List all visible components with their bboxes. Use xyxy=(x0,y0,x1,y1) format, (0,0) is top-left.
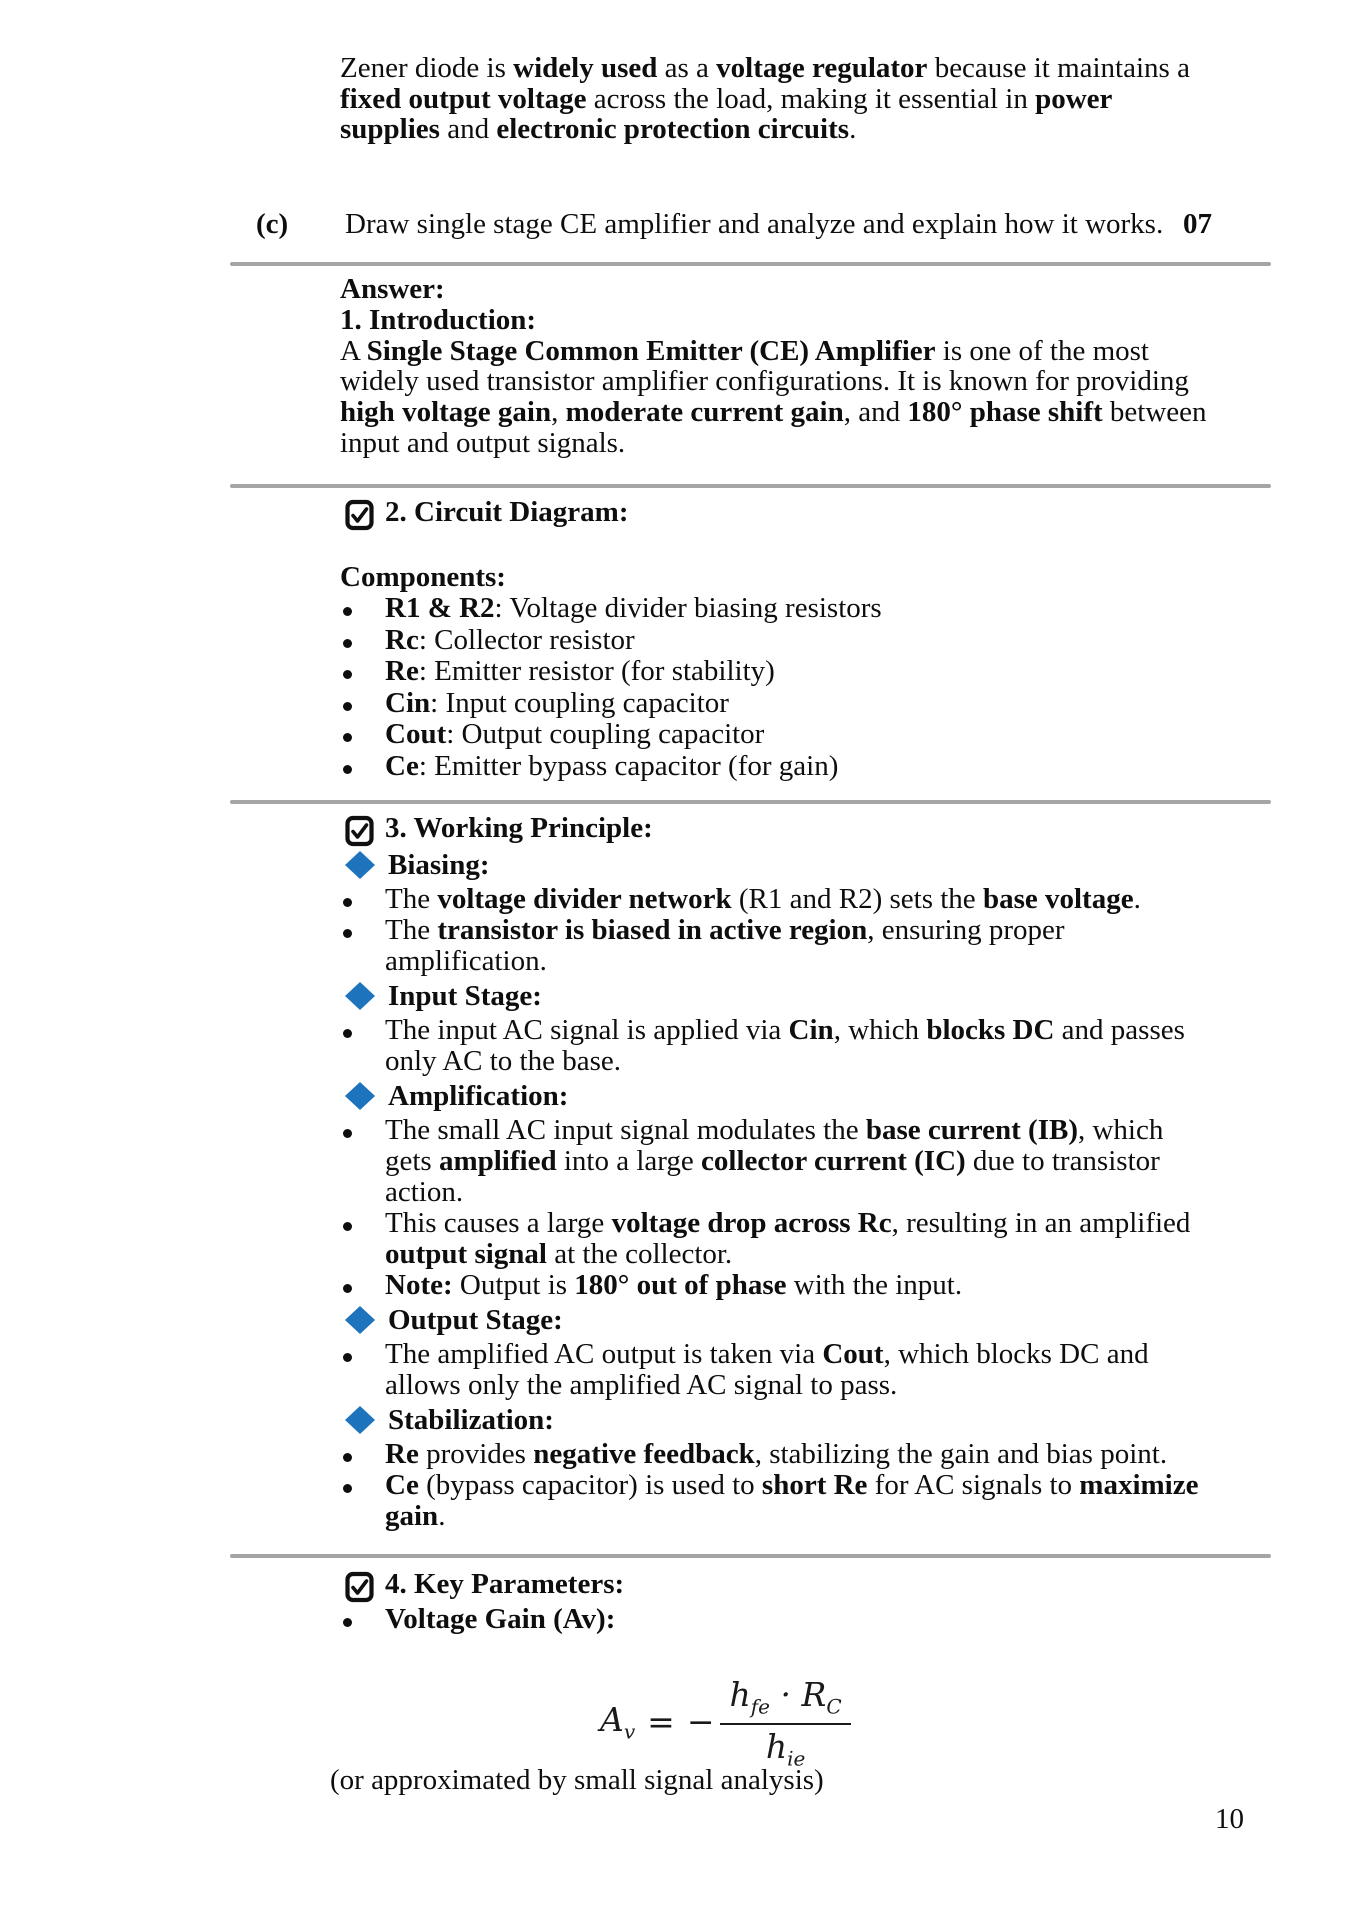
bullet-dot-icon xyxy=(343,702,352,711)
group-heading-biasing xyxy=(340,850,1198,881)
bullet-dot-icon xyxy=(343,1484,352,1493)
blue-diamond-icon xyxy=(345,982,375,1010)
component-item-cout xyxy=(340,719,882,751)
bullet-item xyxy=(340,1015,1198,1077)
text-line: gets amplified into a large collector current (IC) due to transistor xyxy=(385,1145,1160,1177)
bullet-item xyxy=(340,1439,1198,1470)
marks-value: 07 xyxy=(1183,208,1212,240)
formula-note: (or approximated by small signal analysis) xyxy=(330,1764,824,1796)
bullet-dot-icon xyxy=(343,607,352,616)
group-title: Output Stage: xyxy=(388,1304,563,1336)
introduction-heading: 1. Introduction: xyxy=(340,303,537,336)
bullet-dot-icon xyxy=(343,1618,352,1627)
text-line: action. xyxy=(385,1176,464,1208)
bullet-item xyxy=(340,1270,1198,1301)
text-line: Zener diode is widely used as a voltage regulator because it maintains a xyxy=(340,52,1190,84)
bullet-item xyxy=(340,1470,1198,1532)
minus-sign: − xyxy=(686,1702,715,1742)
text-line: The voltage divider network (R1 and R2) sets the base voltage. xyxy=(385,883,1141,915)
blue-diamond-icon xyxy=(345,1082,375,1110)
bullet-dot-icon xyxy=(343,765,352,774)
text-line: Re: Emitter resistor (for stability) xyxy=(385,655,775,687)
group-heading-stabilization xyxy=(340,1405,1198,1436)
text-line: The amplified AC output is taken via Cout, which blocks DC and xyxy=(385,1338,1149,1370)
equals-sign: = xyxy=(647,1702,675,1742)
text-line: gain. xyxy=(385,1500,446,1532)
bullet-dot-icon xyxy=(343,670,352,679)
bullet-item xyxy=(340,1339,1198,1401)
text-line: Voltage Gain (Av): xyxy=(385,1603,616,1635)
text-line: amplification. xyxy=(385,945,547,977)
section-heading-circuit-diagram: 2. Circuit Diagram: xyxy=(385,496,629,528)
text-line: Cout: Output coupling capacitor xyxy=(385,718,765,750)
bullet-dot-icon xyxy=(343,898,352,907)
checked-checkbox-icon xyxy=(345,1571,374,1603)
blue-diamond-icon xyxy=(345,1306,375,1334)
group-heading-amplification xyxy=(340,1081,1198,1112)
blue-diamond-icon xyxy=(345,851,375,879)
component-list xyxy=(340,593,882,782)
component-item-ce xyxy=(340,751,882,783)
section-divider-2 xyxy=(230,484,1271,488)
fraction xyxy=(720,1674,850,1770)
text-line: Ce: Emitter bypass capacitor (for gain) xyxy=(385,749,839,782)
text-line: output signal at the collector. xyxy=(385,1238,733,1270)
text-line: only AC to the base. xyxy=(385,1045,622,1077)
text-line: The transistor is biased in active region, ensuring proper xyxy=(385,914,1065,946)
question-label: (c) xyxy=(256,208,289,240)
text-line: Rc: Collector resistor xyxy=(385,623,635,656)
text-line: Note: Output is 180° out of phase with the input. xyxy=(385,1269,963,1301)
fraction-numerator: $h_{fe} \cdot R_C$ xyxy=(720,1674,850,1725)
text-line: A Single Stage Common Emitter (CE) Amplifier is one of the most xyxy=(340,334,1149,367)
text-line: input and output signals. xyxy=(340,426,626,459)
fraction-denominator: $h_{ie}$ xyxy=(765,1726,806,1771)
bullet-dot-icon xyxy=(343,1453,352,1462)
working-principle-content xyxy=(340,846,1198,1532)
page-number: 10 xyxy=(1215,1803,1244,1835)
group-title: Input Stage: xyxy=(388,980,542,1012)
text-line: The small AC input signal modulates the base current (IB), which xyxy=(385,1114,1164,1146)
introduction-paragraph xyxy=(340,336,1207,459)
section-divider-4 xyxy=(230,1554,1271,1558)
key-parameters-list xyxy=(340,1604,615,1635)
group-title: Biasing: xyxy=(388,849,490,881)
text-line: widely used transistor amplifier configurations. It is known for providing xyxy=(340,365,1189,398)
zener-conclusion-paragraph xyxy=(340,53,1190,145)
section-divider-1 xyxy=(230,262,1271,266)
bullet-item xyxy=(340,915,1198,977)
text-line: supplies and electronic protection circuits. xyxy=(340,113,857,145)
voltage-gain-formula xyxy=(600,1674,851,1770)
component-item-re xyxy=(340,656,882,688)
blue-diamond-icon xyxy=(345,1406,375,1434)
bullet-dot-icon xyxy=(343,929,352,938)
group-heading-input-stage xyxy=(340,981,1198,1012)
text-line: allows only the amplified AC signal to pass. xyxy=(385,1369,898,1401)
bullet-dot-icon xyxy=(343,1029,352,1038)
section-heading-key-parameters: 4. Key Parameters: xyxy=(385,1568,625,1600)
group-title: Stabilization: xyxy=(388,1404,554,1436)
answer-heading: Answer: xyxy=(340,273,445,305)
group-heading-output-stage xyxy=(340,1305,1198,1336)
question-text: Draw single stage CE amplifier and analyze and explain how it works. xyxy=(345,208,1164,240)
text-line: The input AC signal is applied via Cin, which blocks DC and passes xyxy=(385,1014,1185,1046)
bullet-item xyxy=(340,1115,1198,1208)
bullet-dot-icon xyxy=(343,1129,352,1138)
bullet-item xyxy=(340,884,1198,915)
group-title: Amplification: xyxy=(388,1080,569,1112)
checked-checkbox-icon xyxy=(345,499,374,531)
component-item-cin xyxy=(340,688,882,720)
bullet-dot-icon xyxy=(343,1353,352,1362)
text-line: Ce (bypass capacitor) is used to short Re for AC signals to maximize xyxy=(385,1469,1199,1501)
answer-section xyxy=(340,274,1207,459)
text-line: fixed output voltage across the load, making it essential in power xyxy=(340,82,1113,115)
component-item-rc xyxy=(340,625,882,657)
section-heading-working-principle: 3. Working Principle: xyxy=(385,812,653,844)
section-divider-3 xyxy=(230,800,1271,804)
text-line: This causes a large voltage drop across Rc, resulting in an amplified xyxy=(385,1207,1191,1239)
bullet-dot-icon xyxy=(343,733,352,742)
component-item-r1-r2 xyxy=(340,593,882,625)
bullet-dot-icon xyxy=(343,1284,352,1293)
text-line: Cin: Input coupling capacitor xyxy=(385,686,729,719)
formula-lhs: $A_v$ xyxy=(600,1699,636,1744)
bullet-item xyxy=(340,1208,1198,1270)
checked-checkbox-icon xyxy=(345,815,374,847)
bullet-dot-icon xyxy=(343,1222,352,1231)
bullet-dot-icon xyxy=(343,639,352,648)
bullet-item-voltage-gain xyxy=(340,1604,615,1635)
components-heading: Components: xyxy=(340,561,506,593)
text-line: R1 & R2: Voltage divider biasing resistors xyxy=(385,592,882,624)
text-line: Re provides negative feedback, stabilizing the gain and bias point. xyxy=(385,1438,1168,1470)
text-line: high voltage gain, moderate current gain, and 180° phase shift between xyxy=(340,396,1207,429)
